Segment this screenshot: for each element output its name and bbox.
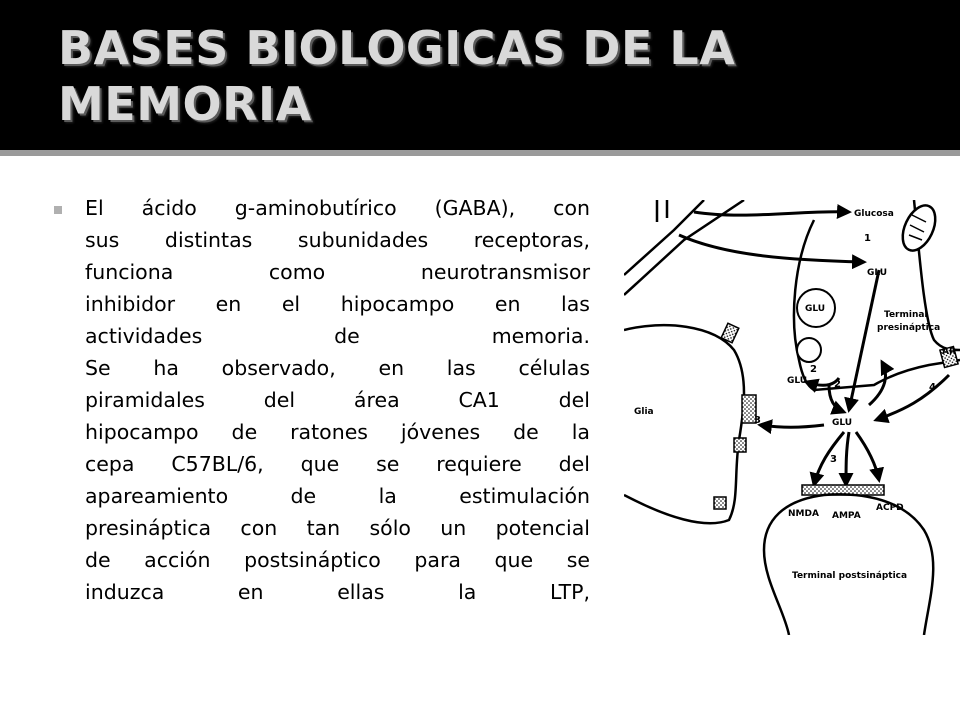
mitochondrion-icon	[896, 200, 942, 255]
text-line: inhibidor en el hipocampo en las	[85, 292, 590, 316]
glu-top-label: GLU	[867, 268, 888, 278]
text-line: Se ha observado, en las células	[85, 356, 590, 380]
text-line: hipocampo de ratones jóvenes de la	[85, 420, 590, 444]
text-line: induzca en ellas la LTP,	[85, 580, 590, 604]
nmda-label: NMDA	[788, 509, 819, 519]
step-number: 4	[929, 382, 936, 393]
title-bar	[0, 0, 960, 150]
text-line: piramidales del área CA1 del	[85, 388, 590, 412]
step-number: 3	[754, 415, 761, 426]
glu-center-label: GLU	[832, 418, 853, 428]
glu-left-label: GLU	[787, 376, 808, 386]
glucosa-label: Glucosa	[854, 209, 894, 219]
text-line: cepa C57BL/6, que se requiere del	[85, 452, 590, 476]
acpd-label: ACPD	[876, 503, 904, 513]
slide-title: BASES BIOLOGICAS DE LA MEMORIA	[58, 21, 736, 131]
step-number: 3	[830, 454, 837, 465]
synapse-diagram	[624, 200, 960, 635]
text-line: sus distintas subunidades receptoras,	[85, 228, 590, 252]
text-line: funciona como neurotransmisor	[85, 260, 590, 284]
terminal-post-label: Terminal postsináptica	[792, 571, 908, 581]
text-line: de acción postsináptico para que se	[85, 548, 590, 572]
step-number: 2	[834, 379, 841, 390]
glia-label: Glia	[634, 407, 654, 417]
glu-vesicle-label: GLU	[805, 304, 826, 314]
step-number: 2	[810, 364, 817, 375]
text-line: apareamiento de la estimulación	[85, 484, 590, 508]
ampa-label: AMPA	[832, 511, 861, 521]
ar-label: AR	[942, 347, 956, 357]
text-line: El ácido g-aminobutírico (GABA), con	[85, 196, 590, 220]
text-line: presináptica con tan sólo un potencial	[85, 516, 590, 540]
text-line: actividades de memoria.	[85, 324, 590, 348]
glia-cell-shape	[624, 325, 744, 523]
terminal-pre-label-2: presináptica	[877, 323, 941, 333]
terminal-pre-label-1: Terminal	[884, 310, 928, 320]
bullet-icon	[54, 206, 62, 214]
step-number: 1	[864, 233, 871, 244]
body-text	[85, 192, 590, 608]
